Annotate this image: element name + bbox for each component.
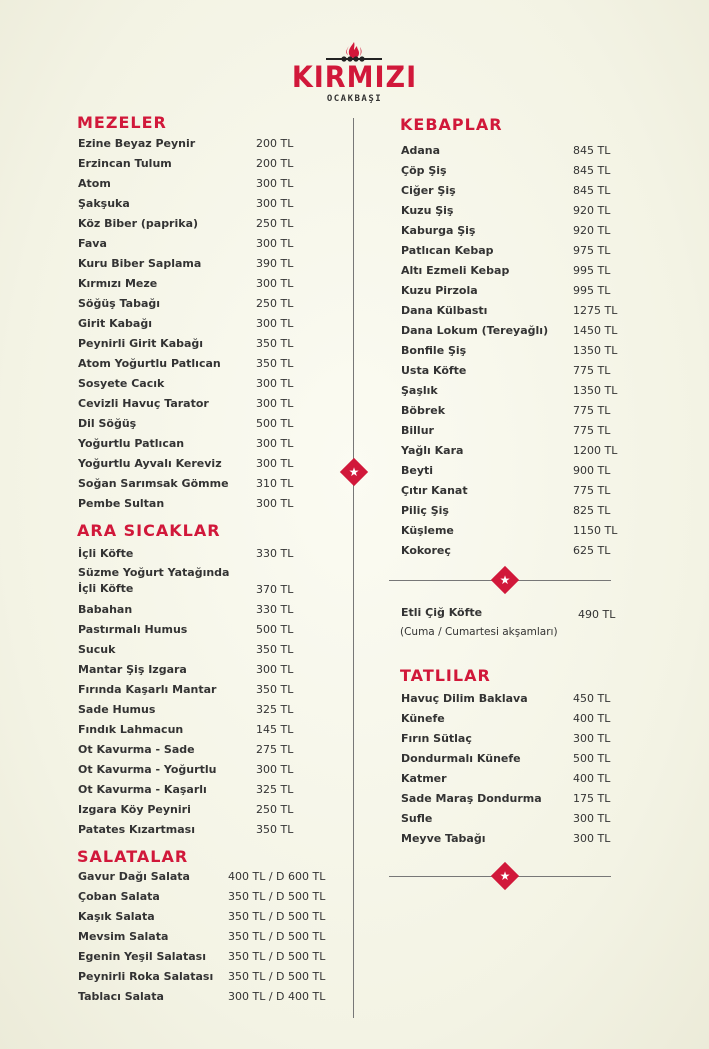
item-name: Fındık Lahmacun [78,723,184,736]
section-title-tatlilar: TATLILAR [400,666,491,685]
item-name: Sade Maraş Dondurma [401,792,542,805]
item-price: 175 TL [573,792,611,805]
item-name: Mevsim Salata [78,930,169,943]
item-name: Ot Kavurma - Yoğurtlu [78,763,217,776]
item-name: Dondurmalı Künefe [401,752,521,765]
item-price: 995 TL [573,264,611,277]
item-price: 300 TL [256,397,294,410]
item-price: 390 TL [256,257,294,270]
item-name: Peynirli Roka Salatası [78,970,214,983]
item-price: 250 TL [256,803,294,816]
item-price: 845 TL [573,184,611,197]
item-price: 145 TL [256,723,294,736]
item-name: Çöp Şiş [401,164,447,177]
item-name: Yoğurtlu Ayvalı Kereviz [78,457,222,470]
item-price: 400 TL [573,772,611,785]
item-name: Adana [401,144,441,157]
item-name: Tablacı Salata [78,990,164,1003]
item-price: 300 TL [573,832,611,845]
item-price: 900 TL [573,464,611,477]
item-price: 300 TL [256,497,294,510]
item-price: 845 TL [573,144,611,157]
item-price: 275 TL [256,743,294,756]
item-price: 350 TL [256,357,294,370]
item-name: Soğan Sarımsak Gömme [78,477,229,490]
item-name: Altı Ezmeli Kebap [401,264,510,277]
item-price: 975 TL [573,244,611,257]
star-icon: ★ [340,458,368,486]
item-name: Ciğer Şiş [401,184,456,197]
item-price: 200 TL [256,157,294,170]
item-name: Gavur Dağı Salata [78,870,190,883]
item-name: Havuç Dilim Baklava [401,692,528,705]
item-name: Şaşlık [401,384,438,397]
item-price: 250 TL [256,217,294,230]
item-price: 300 TL [256,377,294,390]
item-price: 300 TL [256,763,294,776]
item-name: Girit Kabağı [78,317,152,330]
item-name: Pastırmalı Humus [78,623,188,636]
item-name: Yağlı Kara [401,444,464,457]
item-name-line1: Süzme Yoğurt Yatağında [78,566,230,579]
section-title-ara-sicaklar: ARA SICAKLAR [77,521,221,540]
item-name: Peynirli Girit Kabağı [78,337,204,350]
item-price: 400 TL [573,712,611,725]
item-name: Atom Yoğurtlu Patlıcan [78,357,221,370]
item-price: 1200 TL [573,444,618,457]
item-name: Dana Lokum (Tereyağlı) [401,324,549,337]
item-name: Şakşuka [78,197,130,210]
item-price: 350 TL / D 500 TL [228,910,326,923]
item-price: 200 TL [256,137,294,150]
column-divider [353,118,354,1018]
item-price: 775 TL [573,404,611,417]
item-price: 450 TL [573,692,611,705]
item-name: Ot Kavurma - Kaşarlı [78,783,207,796]
item-price: 350 TL [256,337,294,350]
item-name: Çıtır Kanat [401,484,468,497]
item-name: Dana Külbastı [401,304,488,317]
item-price: 1450 TL [573,324,618,337]
item-price: 350 TL / D 500 TL [228,930,326,943]
item-price: 300 TL [256,317,294,330]
item-name: Bonfile Şiş [401,344,467,357]
item-price: 300 TL [573,812,611,825]
item-price: 350 TL [256,683,294,696]
item-price: 300 TL [256,177,294,190]
item-name: Ot Kavurma - Sade [78,743,195,756]
item-name: Küşleme [401,524,454,537]
item-price: 490 TL [578,608,616,621]
item-price: 1350 TL [573,344,618,357]
item-price: 775 TL [573,484,611,497]
star-icon: ★ [491,566,519,594]
item-name: Izgara Köy Peyniri [78,803,191,816]
item-price: 1150 TL [573,524,618,537]
item-name: Atom [78,177,111,190]
item-price: 775 TL [573,364,611,377]
item-name: Kaburga Şiş [401,224,476,237]
item-price: 400 TL / D 600 TL [228,870,326,883]
item-name: Sufle [401,812,433,825]
item-price: 775 TL [573,424,611,437]
special-note: (Cuma / Cumartesi akşamları) [400,626,558,638]
item-price: 325 TL [256,703,294,716]
brand-name: KIRMIZI [291,60,418,95]
item-price: 300 TL / D 400 TL [228,990,326,1003]
item-price: 300 TL [256,437,294,450]
item-price: 330 TL [256,547,294,560]
item-name: Kaşık Salata [78,910,155,923]
item-name: Kokoreç [401,544,451,557]
item-name: Usta Köfte [401,364,467,377]
item-name: Böbrek [401,404,446,417]
item-name: Patlıcan Kebap [401,244,494,257]
item-name: Fava [78,237,107,250]
item-price: 350 TL / D 500 TL [228,970,326,983]
item-price: 500 TL [256,623,294,636]
item-name: Kuzu Şiş [401,204,454,217]
item-name: Fırın Sütlaç [401,732,472,745]
item-name: Patates Kızartması [78,823,195,836]
item-price: 310 TL [256,477,294,490]
item-name: Ezine Beyaz Peynir [78,137,196,150]
item-price: 300 TL [256,197,294,210]
item-name: Söğüş Tabağı [78,297,161,310]
item-name: Sucuk [78,643,116,656]
item-name: Kuzu Pirzola [401,284,478,297]
item-name: Künefe [401,712,445,725]
item-price: 350 TL / D 500 TL [228,890,326,903]
item-price: 300 TL [256,277,294,290]
item-price: 300 TL [573,732,611,745]
item-name: Sosyete Cacık [78,377,165,390]
item-name: Piliç Şiş [401,504,449,517]
item-price: 300 TL [256,663,294,676]
item-name: Pembe Sultan [78,497,165,510]
item-name: Yoğurtlu Patlıcan [78,437,185,450]
item-name: Babahan [78,603,133,616]
item-price: 300 TL [256,237,294,250]
item-name: Erzincan Tulum [78,157,172,170]
item-name: Mantar Şiş Izgara [78,663,187,676]
item-name: Katmer [401,772,447,785]
item-name: Kuru Biber Saplama [78,257,202,270]
item-name: Beyti [401,464,434,477]
item-name: Etli Çiğ Köfte [401,606,483,619]
item-name: Billur [401,424,434,437]
item-name: Sade Humus [78,703,156,716]
item-name: Egenin Yeşil Salatası [78,950,206,963]
section-title-mezeler: MEZELER [77,113,167,132]
item-price: 325 TL [256,783,294,796]
item-price: 250 TL [256,297,294,310]
item-name: Köz Biber (paprika) [78,217,199,230]
item-price: 1275 TL [573,304,618,317]
item-price: 350 TL [256,823,294,836]
item-price: 500 TL [573,752,611,765]
item-price: 995 TL [573,284,611,297]
item-name: Kırmızı Meze [78,277,158,290]
item-name: Çoban Salata [78,890,160,903]
item-price: 920 TL [573,204,611,217]
item-name: Cevizli Havuç Tarator [78,397,209,410]
item-name: İçli Köfte [78,547,134,560]
star-icon: ★ [491,862,519,890]
item-price: 845 TL [573,164,611,177]
item-price: 625 TL [573,544,611,557]
item-price: 300 TL [256,457,294,470]
item-name: Dil Söğüş [78,417,137,430]
item-price: 920 TL [573,224,611,237]
item-name: Fırında Kaşarlı Mantar [78,683,217,696]
item-price: 825 TL [573,504,611,517]
item-price: 330 TL [256,603,294,616]
item-price: 350 TL / D 500 TL [228,950,326,963]
item-name: Meyve Tabağı [401,832,486,845]
item-name-line2: İçli Köfte [78,582,134,595]
brand-subtitle: OCAKBAŞI [326,94,383,104]
section-title-salatalar: SALATALAR [77,847,189,866]
item-price: 1350 TL [573,384,618,397]
section-title-kebaplar: KEBAPLAR [400,115,503,134]
item-price: 350 TL [256,643,294,656]
item-price: 500 TL [256,417,294,430]
